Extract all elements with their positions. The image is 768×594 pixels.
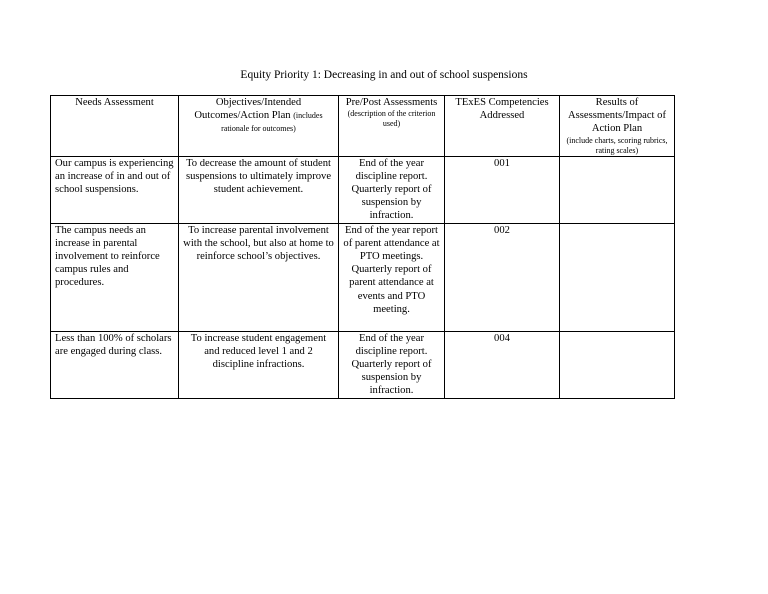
assessments-cell: End of the year discipline report. Quarterly report of suspension by infraction. [339,331,445,398]
header-note: (include charts, scoring rubrics, rating scales) [566,135,668,155]
objectives-cell: To decrease the amount of student suspensions to ultimately improve student achievement. [179,156,339,223]
header-pre-post-assessments [339,96,445,157]
header-results [560,96,675,157]
table-row [51,331,675,398]
results-cell [560,331,675,398]
assessments-cell: End of the year report of parent attendance at PTO meetings. Quarterly report of parent attendance at events and PTO meeting. [339,223,445,331]
header-label: Needs Assessment [75,97,154,108]
objectives-cell: To increase student engagement and reduced level 1 and 2 discipline infractions. [179,331,339,398]
objectives-cell: To increase parental involvement with the school, but also at home to reinforce school’s objectives. [179,223,339,331]
competency-cell: 002 [445,223,560,331]
header-texes-competencies [445,96,560,157]
needs-cell: Our campus is experiencing an increase of in and out of school suspensions. [51,156,179,223]
results-cell [560,223,675,331]
needs-cell: Less than 100% of scholars are engaged during class. [51,331,179,398]
table-header-row [51,96,675,157]
header-needs-assessment [51,96,179,157]
competency-cell: 001 [445,156,560,223]
header-label: Results of Assessments/Impact of Action Plan [568,97,666,135]
table-row [51,223,675,331]
header-note: (description of the criterion used) [347,109,436,129]
header-label: Objectives/Intended Outcomes/Action Plan [194,97,302,122]
equity-plan-table [50,95,675,399]
table-row [51,156,675,223]
assessments-cell: End of the year discipline report. Quarterly report of suspension by infraction. [339,156,445,223]
header-note: (includes rationale for outcomes) [221,111,323,134]
header-label: TExES Competencies Addressed [455,97,549,122]
header-objectives [179,96,339,157]
needs-cell: The campus needs an increase in parental involvement to reinforce campus rules and procedures. [51,223,179,331]
results-cell [560,156,675,223]
competency-cell: 004 [445,331,560,398]
page-title: Equity Priority 1: Decreasing in and out of school suspensions [240,69,528,81]
header-label: Pre/Post Assessments [345,97,438,108]
